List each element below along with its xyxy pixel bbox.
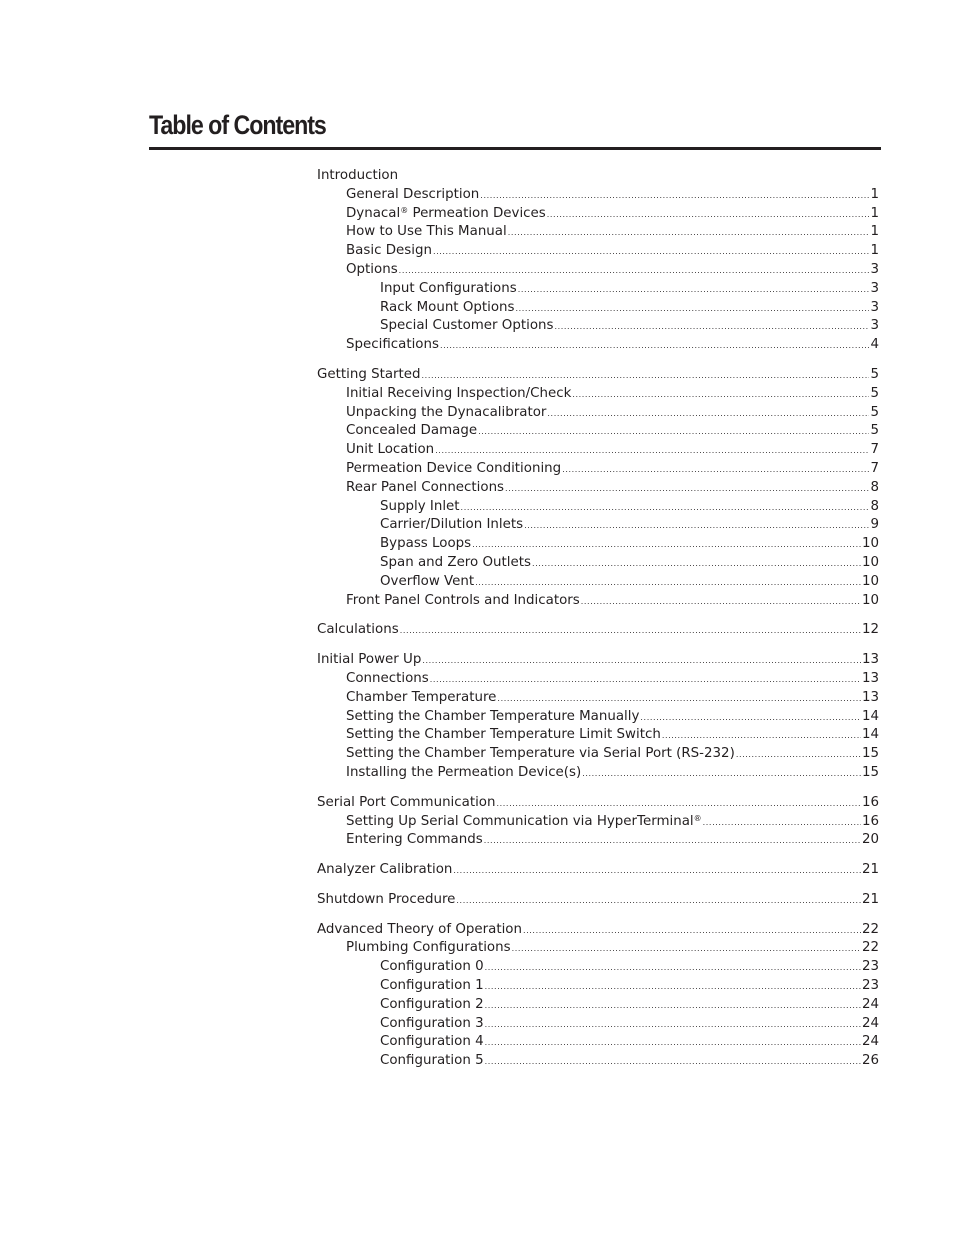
toc-page-number: 13 bbox=[861, 652, 879, 668]
dot-leader bbox=[640, 709, 861, 727]
toc-subsection-entry[interactable] bbox=[317, 708, 879, 727]
dot-leader bbox=[512, 940, 861, 958]
dot-leader bbox=[572, 386, 869, 404]
toc-entry-title: How to Use This Manual bbox=[346, 224, 507, 240]
dot-leader bbox=[472, 536, 861, 554]
dot-leader bbox=[515, 300, 869, 318]
toc-subsection-entry[interactable] bbox=[317, 460, 879, 479]
dot-leader bbox=[562, 461, 869, 479]
toc-entry-title: Connections bbox=[346, 670, 429, 686]
dot-leader bbox=[422, 652, 861, 670]
toc-entry-title: Configuration 3 bbox=[380, 1015, 484, 1031]
toc-page-number: 1 bbox=[870, 243, 879, 259]
dot-leader bbox=[422, 367, 870, 385]
toc-subsubsection-entry[interactable] bbox=[317, 554, 879, 573]
toc-subsection-entry[interactable] bbox=[317, 242, 879, 261]
toc-subsection-entry[interactable] bbox=[317, 261, 879, 280]
toc-entry-title: Front Panel Controls and Indicators bbox=[346, 592, 580, 608]
toc-entry-title: Concealed Damage bbox=[346, 423, 478, 439]
toc-subsubsection-entry[interactable] bbox=[317, 299, 879, 318]
toc-page-number: 15 bbox=[861, 764, 879, 780]
toc-section-heading[interactable] bbox=[317, 621, 879, 640]
dot-leader bbox=[485, 978, 861, 996]
toc-subsubsection-entry[interactable] bbox=[317, 516, 879, 535]
toc-page-number: 8 bbox=[870, 498, 879, 514]
toc-section bbox=[317, 861, 879, 880]
toc-section-heading[interactable] bbox=[317, 891, 879, 910]
toc-section bbox=[317, 167, 879, 355]
toc-entry-title: Carrier/Dilution Inlets bbox=[380, 517, 524, 533]
toc-entry-title: Setting Up Serial Communication via HyperTerminal® bbox=[346, 813, 702, 829]
dot-leader bbox=[485, 997, 861, 1015]
table-of-contents bbox=[317, 167, 879, 1082]
dot-leader bbox=[399, 262, 870, 280]
toc-entry-title: Configuration 0 bbox=[380, 959, 484, 975]
toc-section bbox=[317, 651, 879, 783]
dot-leader bbox=[497, 795, 861, 813]
dot-leader bbox=[484, 832, 861, 850]
toc-entry-title: Serial Port Communication bbox=[317, 794, 496, 810]
toc-subsubsection-entry[interactable] bbox=[317, 1052, 879, 1071]
toc-subsection-entry[interactable] bbox=[317, 592, 879, 611]
dot-leader bbox=[581, 593, 861, 611]
toc-entry-title: Setting the Chamber Temperature via Serial Port (RS-232) bbox=[346, 746, 735, 762]
dot-leader bbox=[524, 517, 869, 535]
toc-subsubsection-entry[interactable] bbox=[317, 535, 879, 554]
toc-subsection-entry[interactable] bbox=[317, 670, 879, 689]
toc-entry-title: Options bbox=[346, 261, 398, 277]
toc-page-number: 22 bbox=[861, 940, 879, 956]
toc-page-number: 4 bbox=[870, 337, 879, 353]
toc-page-number: 1 bbox=[870, 186, 879, 202]
toc-subsection-entry[interactable] bbox=[317, 441, 879, 460]
dot-leader bbox=[461, 499, 870, 517]
toc-subsubsection-entry[interactable] bbox=[317, 1033, 879, 1052]
toc-subsection-entry[interactable] bbox=[317, 831, 879, 850]
toc-entry-title: General Description bbox=[346, 186, 480, 202]
toc-page-number: 10 bbox=[861, 536, 879, 552]
toc-page-number: 15 bbox=[861, 746, 879, 762]
toc-entry-title: Chamber Temperature bbox=[346, 689, 497, 705]
toc-entry-title: Plumbing Configurations bbox=[346, 940, 511, 956]
toc-subsubsection-entry[interactable] bbox=[317, 977, 879, 996]
dot-leader bbox=[400, 622, 861, 640]
toc-subsubsection-entry[interactable] bbox=[317, 573, 879, 592]
toc-page-number: 23 bbox=[861, 978, 879, 994]
dot-leader bbox=[662, 727, 861, 745]
toc-entry-title: Span and Zero Outlets bbox=[380, 554, 531, 570]
toc-page-number: 13 bbox=[861, 689, 879, 705]
toc-page-number: 3 bbox=[870, 280, 879, 296]
toc-page-number: 13 bbox=[861, 670, 879, 686]
dot-leader bbox=[703, 814, 861, 832]
toc-subsubsection-entry[interactable] bbox=[317, 996, 879, 1015]
toc-entry-title: Initial Power Up bbox=[317, 652, 422, 668]
title-rule bbox=[149, 147, 881, 150]
dot-leader bbox=[433, 243, 870, 261]
toc-subsection-entry[interactable] bbox=[317, 385, 879, 404]
toc-subsubsection-entry[interactable] bbox=[317, 498, 879, 517]
toc-subsection-entry[interactable] bbox=[317, 745, 879, 764]
dot-leader bbox=[518, 281, 870, 299]
toc-section-heading[interactable] bbox=[317, 366, 879, 385]
dot-leader bbox=[505, 480, 869, 498]
toc-entry-title: Permeation Device Conditioning bbox=[346, 460, 562, 476]
toc-subsection-entry[interactable] bbox=[317, 422, 879, 441]
toc-entry-title: Entering Commands bbox=[346, 832, 483, 848]
toc-entry-title: Introduction bbox=[317, 168, 399, 183]
dot-leader bbox=[435, 442, 869, 460]
toc-page-number: 23 bbox=[861, 959, 879, 975]
toc-subsection-entry[interactable] bbox=[317, 726, 879, 745]
toc-entry-title: Initial Receiving Inspection/Check bbox=[346, 385, 572, 401]
toc-page-number: 1 bbox=[870, 205, 879, 221]
toc-entry-title: Specifications bbox=[346, 337, 439, 353]
toc-subsubsection-entry[interactable] bbox=[317, 317, 879, 336]
dot-leader bbox=[554, 318, 869, 336]
dot-leader bbox=[440, 337, 870, 355]
toc-page-number: 12 bbox=[861, 622, 879, 638]
toc-entry-title: Overflow Vent bbox=[380, 573, 475, 589]
dot-leader bbox=[456, 892, 861, 910]
dot-leader bbox=[475, 574, 861, 592]
toc-page-number: 1 bbox=[870, 224, 879, 240]
dot-leader bbox=[485, 959, 861, 977]
toc-page-number: 20 bbox=[861, 832, 879, 848]
dot-leader bbox=[453, 862, 861, 880]
toc-subsection-entry[interactable] bbox=[317, 939, 879, 958]
toc-entry-title: Setting the Chamber Temperature Limit Switch bbox=[346, 727, 661, 743]
toc-entry-title: Unit Location bbox=[346, 442, 435, 458]
toc-entry-title: Supply Inlet bbox=[380, 498, 460, 514]
dot-leader bbox=[485, 1034, 861, 1052]
toc-entry-title: Shutdown Procedure bbox=[317, 891, 456, 907]
toc-entry-title: Setting the Chamber Temperature Manually bbox=[346, 708, 640, 724]
toc-entry-title: Calculations bbox=[317, 622, 399, 638]
toc-entry-title: Installing the Permeation Device(s) bbox=[346, 764, 582, 780]
toc-entry-title: Rack Mount Options bbox=[380, 299, 515, 315]
toc-subsection-entry[interactable] bbox=[317, 205, 879, 224]
toc-entry-title: Special Customer Options bbox=[380, 318, 554, 334]
toc-page-number: 10 bbox=[861, 592, 879, 608]
toc-subsection-entry[interactable] bbox=[317, 813, 879, 832]
toc-entry-title: Analyzer Calibration bbox=[317, 862, 453, 878]
toc-page-number: 26 bbox=[861, 1053, 879, 1069]
toc-section bbox=[317, 794, 879, 850]
toc-subsection-entry[interactable] bbox=[317, 223, 879, 242]
toc-entry-title: Dynacal® Permeation Devices bbox=[346, 205, 546, 221]
toc-page-number: 7 bbox=[870, 442, 879, 458]
toc-subsection-entry[interactable] bbox=[317, 404, 879, 423]
toc-entry-title: Getting Started bbox=[317, 366, 421, 382]
toc-entry-title: Advanced Theory of Operation bbox=[317, 921, 522, 937]
toc-page-number: 5 bbox=[870, 423, 879, 439]
dot-leader bbox=[430, 671, 861, 689]
dot-leader bbox=[485, 1016, 861, 1034]
toc-subsection-entry[interactable] bbox=[317, 479, 879, 498]
toc-page-number: 3 bbox=[870, 318, 879, 334]
toc-page-number: 21 bbox=[861, 862, 879, 878]
toc-page-number: 24 bbox=[861, 1034, 879, 1050]
toc-subsection-entry[interactable] bbox=[317, 186, 879, 205]
dot-leader bbox=[547, 206, 870, 224]
dot-leader bbox=[508, 224, 870, 242]
toc-page-number: 5 bbox=[870, 404, 879, 420]
toc-page-number: 8 bbox=[870, 479, 879, 495]
toc-entry-title: Configuration 2 bbox=[380, 996, 484, 1012]
toc-page-number: 16 bbox=[861, 794, 879, 810]
toc-subsection-entry[interactable] bbox=[317, 764, 879, 783]
toc-section-heading[interactable] bbox=[317, 651, 879, 670]
toc-entry-title: Configuration 5 bbox=[380, 1053, 484, 1069]
toc-subsubsection-entry[interactable] bbox=[317, 280, 879, 299]
toc-entry-title: Basic Design bbox=[346, 243, 432, 259]
toc-page-number: 3 bbox=[870, 299, 879, 315]
toc-entry-title: Configuration 4 bbox=[380, 1034, 484, 1050]
toc-page-number: 10 bbox=[861, 554, 879, 570]
toc-section bbox=[317, 366, 879, 610]
toc-subsubsection-entry[interactable] bbox=[317, 1015, 879, 1034]
toc-section bbox=[317, 621, 879, 640]
toc-section-heading[interactable] bbox=[317, 861, 879, 880]
toc-page-number: 16 bbox=[861, 813, 879, 829]
dot-leader bbox=[532, 555, 861, 573]
toc-section-heading[interactable] bbox=[317, 167, 879, 186]
dot-leader bbox=[478, 423, 869, 441]
page-title: Table of Contents bbox=[149, 110, 326, 140]
toc-page-number: 24 bbox=[861, 1015, 879, 1031]
toc-page-number: 5 bbox=[870, 366, 879, 382]
dot-leader bbox=[523, 922, 861, 940]
toc-page-number: 21 bbox=[861, 891, 879, 907]
dot-leader bbox=[497, 690, 861, 708]
toc-page-number: 7 bbox=[870, 460, 879, 476]
dot-leader bbox=[736, 746, 861, 764]
toc-page-number: 9 bbox=[870, 517, 879, 533]
dot-leader bbox=[547, 405, 869, 423]
toc-page-number: 3 bbox=[870, 261, 879, 277]
dot-leader bbox=[485, 1053, 861, 1071]
toc-section bbox=[317, 891, 879, 910]
toc-page-number: 22 bbox=[861, 921, 879, 937]
toc-section bbox=[317, 921, 879, 1071]
toc-subsubsection-entry[interactable] bbox=[317, 958, 879, 977]
toc-entry-title: Unpacking the Dynacalibrator bbox=[346, 404, 547, 420]
toc-page-number: 14 bbox=[861, 727, 879, 743]
toc-subsection-entry[interactable] bbox=[317, 689, 879, 708]
toc-page-number: 10 bbox=[861, 573, 879, 589]
toc-entry-title: Input Configurations bbox=[380, 280, 517, 296]
toc-section-heading[interactable] bbox=[317, 794, 879, 813]
dot-leader bbox=[480, 187, 869, 205]
toc-subsection-entry[interactable] bbox=[317, 336, 879, 355]
toc-page-number: 5 bbox=[870, 385, 879, 401]
toc-page-number: 14 bbox=[861, 708, 879, 724]
toc-entry-title: Bypass Loops bbox=[380, 536, 472, 552]
toc-page-number: 24 bbox=[861, 996, 879, 1012]
toc-entry-title: Rear Panel Connections bbox=[346, 479, 505, 495]
toc-entry-title: Configuration 1 bbox=[380, 978, 484, 994]
toc-section-heading[interactable] bbox=[317, 921, 879, 940]
dot-leader bbox=[582, 765, 861, 783]
